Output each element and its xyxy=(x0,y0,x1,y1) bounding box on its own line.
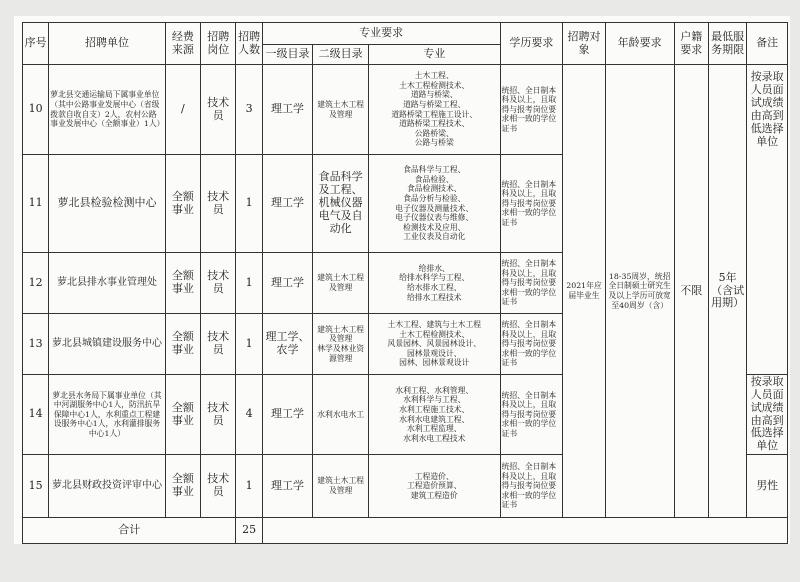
header-seq: 序号 xyxy=(23,23,49,65)
row-seq: 15 xyxy=(23,455,49,518)
row-funding: 全额事业 xyxy=(165,375,200,455)
total-row xyxy=(23,518,788,544)
row-seq: 11 xyxy=(23,155,49,253)
row-major: 水利工程、水利管理、 水利科学与工程、 水利工程施工技术、 水利水电建筑工程、 水利工程监理、 水利水电工程技术 xyxy=(368,375,500,455)
row-seq: 14 xyxy=(23,375,49,455)
row-post: 技术员 xyxy=(201,155,236,253)
header-age: 年龄要求 xyxy=(605,23,674,65)
row-post: 技术员 xyxy=(201,253,236,314)
header-level2: 二级目录 xyxy=(313,45,369,65)
header-min-service: 最低服务期限 xyxy=(708,23,746,65)
row-unit: 萝北县排水事业管理处 xyxy=(49,253,165,314)
row-education: 统招、全日制本科及以上，且取得与报考岗位要求相一致的学位证书 xyxy=(500,253,563,314)
row-seq: 13 xyxy=(23,314,49,375)
total-label: 合计 xyxy=(23,518,236,544)
row-seq: 10 xyxy=(23,65,49,155)
row-count: 1 xyxy=(236,314,262,375)
row-count: 1 xyxy=(236,253,262,314)
row-level1: 理工学 xyxy=(262,253,313,314)
total-empty xyxy=(262,518,787,544)
row-education: 统招、全日制本科及以上，且取得与报考岗位要求相一致的学位证书 xyxy=(500,65,563,155)
row-education: 统招、全日制本科及以上，且取得与报考岗位要求相一致的学位证书 xyxy=(500,314,563,375)
age-cell: 18-35周岁，统招全日制硕士研究生及以上学历可放宽至40周岁（含） xyxy=(605,65,674,518)
row-level1: 理工学、农学 xyxy=(262,314,313,375)
row-major: 给排水、 给排水科学与工程、 给水排水工程、 给排水工程技术 xyxy=(368,253,500,314)
row-level1: 理工学 xyxy=(262,65,313,155)
service-cell: 5年（含试用期） xyxy=(708,65,746,518)
row-education: 统招、全日制本科及以上，且取得与报考岗位要求相一致的学位证书 xyxy=(500,455,563,518)
header-major: 专业 xyxy=(368,45,500,65)
header-count: 招聘人数 xyxy=(236,23,262,65)
total-count: 25 xyxy=(236,518,262,544)
row-count: 3 xyxy=(236,65,262,155)
row-funding: 全额事业 xyxy=(165,455,200,518)
row-level2: 建筑土木工程及管理 林学及林业资源管理 xyxy=(313,314,369,375)
row-major: 土木工程、建筑与土木工程 土木工程检测技术、 风景园林、风景园林设计、 园林景观设计、 园林、园林景观设计 xyxy=(368,314,500,375)
row-remark: 按录取人员面试成绩由高到低选择单位 xyxy=(747,375,788,455)
row-post: 技术员 xyxy=(201,65,236,155)
hukou-cell: 不限 xyxy=(674,65,708,518)
row-post: 技术员 xyxy=(201,314,236,375)
row-count: 4 xyxy=(236,375,262,455)
header-target: 招聘对象 xyxy=(563,23,605,65)
header-remark: 备注 xyxy=(747,23,788,65)
row-seq: 12 xyxy=(23,253,49,314)
row-level2: 建筑土木工程及管理 xyxy=(313,65,369,155)
row-level1: 理工学 xyxy=(262,455,313,518)
row-unit: 萝北县交通运输局下属事业单位（其中公路事业发展中心（省级拨款自收自支）2人，农村公路事业发展中心（全额事业）1人） xyxy=(49,65,165,155)
row-education: 统招、全日制本科及以上，且取得与报考岗位要求相一致的学位证书 xyxy=(500,375,563,455)
row-level1: 理工学 xyxy=(262,155,313,253)
row-funding: / xyxy=(165,65,200,155)
row-level2: 水利水电水工 xyxy=(313,375,369,455)
row-post: 技术员 xyxy=(201,375,236,455)
row-unit: 萝北县城镇建设服务中心 xyxy=(49,314,165,375)
row-funding: 全额事业 xyxy=(165,155,200,253)
header-level1: 一级目录 xyxy=(262,45,313,65)
row-level2: 建筑土木工程及管理 xyxy=(313,253,369,314)
row-major: 工程造价、 工程造价预算、 建筑工程造价 xyxy=(368,455,500,518)
header-hukou: 户籍要求 xyxy=(674,23,708,65)
row-major: 食品科学与工程、 食品检验、 食品检测技术、 食品分析与检验、 电子仪器及测量技术、 电子仪器仪表与维修、 检测技术及应用、 工业仪表及自动化 xyxy=(368,155,500,253)
row-major: 土木工程、 土木工程检测技术、 道路与桥梁、 道路与桥梁工程、 道路桥梁工程施工设计、 道路桥梁工程技术、 公路桥梁、 公路与桥梁 xyxy=(368,65,500,155)
row-education: 统招、全日制本科及以上，且取得与报考岗位要求相一致的学位证书 xyxy=(500,155,563,253)
row-unit: 萝北县水务局下属事业单位（其中河湖服务中心1人，防汛抗旱保障中心1人，水利重点工程建设服务中心1人，水利灌排服务中心1人） xyxy=(49,375,165,455)
row-funding: 全额事业 xyxy=(165,253,200,314)
row-level1: 理工学 xyxy=(262,375,313,455)
header-post: 招聘岗位 xyxy=(201,23,236,65)
row-unit: 萝北县财政投资评审中心 xyxy=(49,455,165,518)
row-count: 1 xyxy=(236,455,262,518)
header-row-1 xyxy=(23,23,788,45)
header-education: 学历要求 xyxy=(500,23,563,65)
header-funding: 经费来源 xyxy=(165,23,200,65)
recruitment-table xyxy=(22,22,788,544)
row-funding: 全额事业 xyxy=(165,314,200,375)
row-count: 1 xyxy=(236,155,262,253)
header-major-req: 专业要求 xyxy=(262,23,500,45)
row-remark: 男性 xyxy=(747,455,788,518)
row-post: 技术员 xyxy=(201,455,236,518)
header-unit: 招聘单位 xyxy=(49,23,165,65)
row-level2: 建筑土木工程及管理 xyxy=(313,455,369,518)
row-remark: 按录取人员面试成绩由高到低选择单位 xyxy=(747,65,788,375)
target-cell: 2021年应届毕业生 xyxy=(563,65,605,518)
table-row xyxy=(23,65,788,155)
row-unit: 萝北县检验检测中心 xyxy=(49,155,165,253)
row-level2: 食品科学及工程、机械仪器电气及自动化 xyxy=(313,155,369,253)
